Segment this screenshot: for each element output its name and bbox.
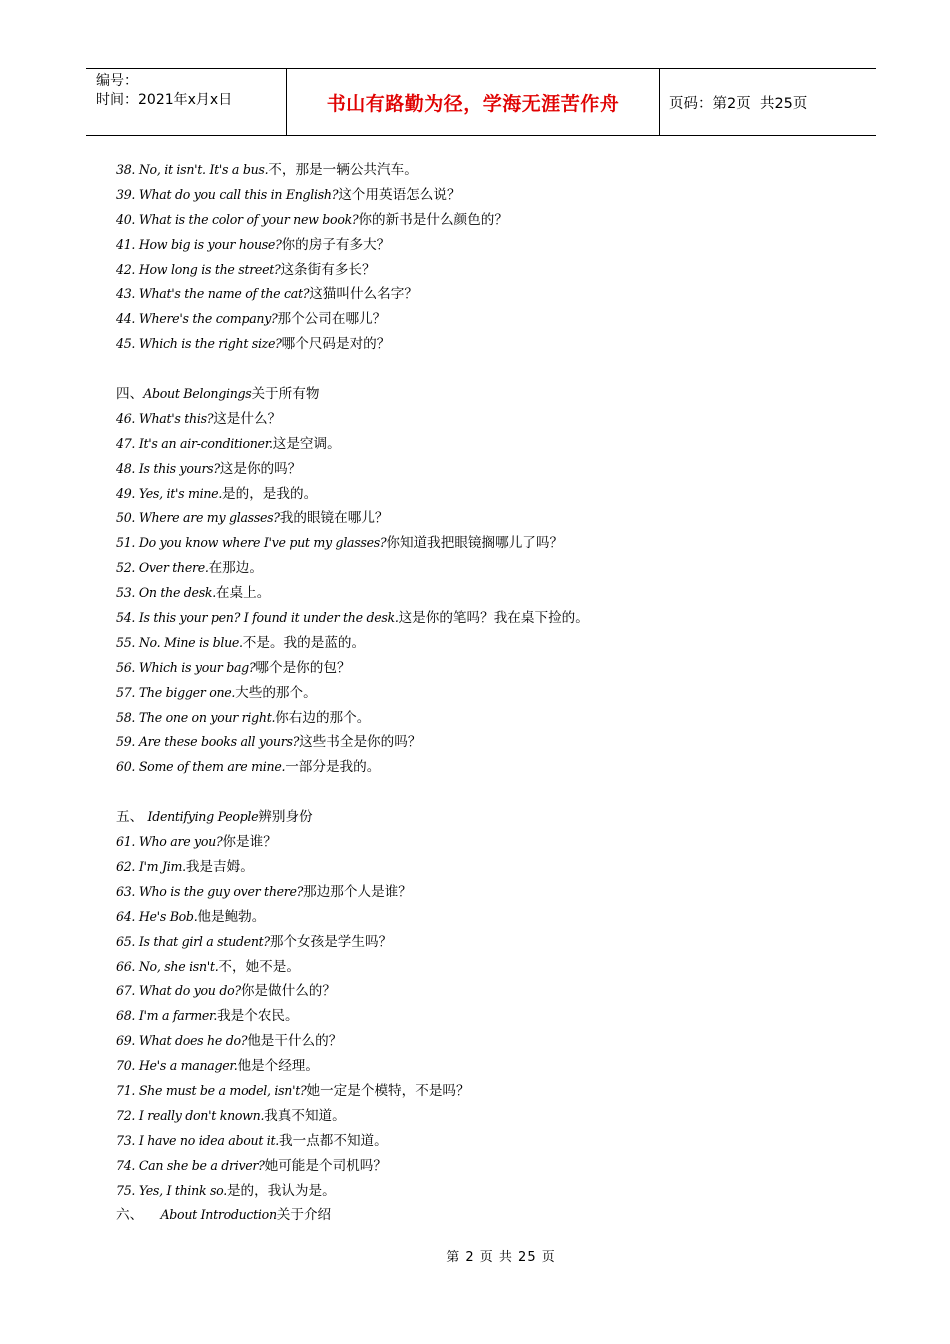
- english-text: 39. What do you call this in English?: [116, 186, 339, 202]
- section-heading: [116, 805, 856, 830]
- english-text: 54. Is this your pen? I found it under the desk.: [116, 610, 399, 626]
- english-text: 45. Which is the right size?: [116, 336, 282, 352]
- phrase-line: [116, 506, 856, 531]
- chinese-translation: 那个女孩是学生吗？: [269, 933, 393, 950]
- english-text: 68. I'm a farmer.: [116, 1008, 218, 1024]
- document-body: [116, 158, 856, 1228]
- section-number: 六、: [116, 1207, 161, 1224]
- page-header: [86, 68, 876, 136]
- header-meta: [86, 69, 287, 135]
- chinese-translation: 不是。我的是蓝的。: [242, 634, 366, 651]
- phrase-line: [116, 158, 856, 183]
- chinese-translation: 关于所有物: [251, 386, 320, 403]
- chinese-translation: 这条街有多长？: [280, 261, 376, 278]
- chinese-translation: 这个用英语怎么说？: [338, 186, 461, 203]
- chinese-translation: 一部分是我的。: [285, 759, 381, 776]
- english-text: 56. Which is your bag?: [116, 659, 256, 675]
- phrase-line: [116, 606, 856, 631]
- phrase-line: [116, 183, 856, 208]
- english-text: 49. Yes, it's mine.: [116, 485, 223, 501]
- section-number: 四、: [116, 386, 144, 403]
- phrase-line: [116, 1029, 856, 1054]
- chinese-translation: 这猫叫什么名字？: [309, 286, 418, 303]
- phrase-line: [116, 681, 856, 706]
- chinese-translation: 这些书全是你的吗？: [299, 734, 422, 751]
- english-text: 43. What's the name of the cat?: [116, 286, 310, 302]
- phrase-line: [116, 1129, 856, 1154]
- english-text: 46. What's this?: [116, 410, 214, 426]
- english-text: 50. Where are my glasses?: [116, 510, 280, 526]
- chinese-translation: 你右边的那个。: [275, 709, 371, 726]
- phrase-line: [116, 905, 856, 930]
- document-time-label: 时间：2021年x月x日: [96, 92, 233, 108]
- chinese-translation: 我是个农民。: [217, 1008, 299, 1025]
- chinese-translation: 你是做什么的？: [240, 983, 336, 1000]
- chinese-translation: 哪个是你的包？: [255, 659, 351, 676]
- english-text: 55. No. Mine is blue.: [116, 634, 243, 650]
- chinese-translation: 她一定是个模特，不是吗？: [306, 1082, 470, 1099]
- phrase-line: [116, 1079, 856, 1104]
- phrase-line: [116, 332, 856, 357]
- chinese-translation: 辨别身份: [258, 809, 313, 826]
- chinese-translation: 她可能是个司机吗？: [264, 1157, 387, 1174]
- english-text: 72. I really don't known.: [116, 1107, 265, 1123]
- phrase-line: [116, 1004, 856, 1029]
- phrase-line: [116, 631, 856, 656]
- english-text: 42. How long is the street?: [116, 261, 281, 277]
- phrase-line: [116, 556, 856, 581]
- phrase-line: [116, 855, 856, 880]
- english-text: 47. It's an air-conditioner.: [116, 435, 273, 451]
- phrase-line: [116, 656, 856, 681]
- blank-line: [116, 780, 856, 805]
- english-text: 59. Are these books all yours?: [116, 734, 300, 750]
- english-text: 40. What is the color of your new book?: [116, 211, 359, 227]
- english-text: 53. On the desk.: [116, 585, 216, 601]
- chinese-translation: 大些的那个。: [235, 684, 317, 701]
- phrase-line: [116, 1104, 856, 1129]
- english-text: 70. He's a manager.: [116, 1058, 238, 1074]
- phrase-line: [116, 531, 856, 556]
- phrase-line: [116, 730, 856, 755]
- english-text: Identifying People: [147, 809, 259, 825]
- english-text: 65. Is that girl a student?: [116, 933, 270, 949]
- page-footer: 第 2 页 共 25 页: [446, 1250, 556, 1265]
- english-text: About Introduction: [160, 1207, 277, 1223]
- english-text: 48. Is this yours?: [116, 460, 220, 476]
- chinese-translation: 那个公司在哪儿？: [277, 311, 387, 328]
- chinese-translation: 这是空调。: [272, 435, 341, 452]
- chinese-translation: 那边那个人是谁？: [303, 883, 412, 900]
- phrase-line: [116, 755, 856, 780]
- section-number: 五、: [116, 809, 148, 826]
- english-text: 69. What does he do?: [116, 1033, 248, 1049]
- chinese-translation: 这是你的吗？: [219, 460, 302, 477]
- english-text: 41. How big is your house?: [116, 236, 282, 252]
- phrase-line: [116, 1054, 856, 1079]
- chinese-translation: 我是吉姆。: [185, 858, 254, 875]
- motto-text: 书山有路勤为径，学海无涯苦作舟: [326, 92, 620, 115]
- chinese-translation: 他是干什么的？: [247, 1033, 343, 1050]
- phrase-line: [116, 432, 856, 457]
- chinese-translation: 他是鲍勃。: [197, 908, 266, 925]
- phrase-line: [116, 880, 856, 905]
- chinese-translation: 哪个尺码是对的？: [281, 336, 391, 353]
- section-heading: [116, 382, 856, 407]
- blank-line: [116, 357, 856, 382]
- phrase-line: [116, 208, 856, 233]
- chinese-translation: 他是个经理。: [237, 1058, 319, 1075]
- phrase-line: [116, 581, 856, 606]
- english-text: 52. Over there.: [116, 560, 209, 576]
- phrase-line: [116, 233, 856, 258]
- chinese-translation: 关于介绍: [276, 1207, 332, 1224]
- english-text: 73. I have no idea about it.: [116, 1132, 279, 1148]
- phrase-line: [116, 1154, 856, 1179]
- phrase-line: [116, 457, 856, 482]
- phrase-line: [116, 706, 856, 731]
- chinese-translation: 不，她不是。: [218, 958, 300, 975]
- chinese-translation: 你是谁？: [222, 834, 277, 851]
- english-text: 71. She must be a model, isn't?: [116, 1082, 307, 1098]
- chinese-translation: 你的新书是什么颜色的？: [358, 211, 508, 228]
- chinese-translation: 你的房子有多大？: [281, 236, 391, 253]
- chinese-translation: 是的，是我的。: [222, 485, 318, 502]
- chinese-translation: 是的，我认为是。: [226, 1182, 336, 1199]
- chinese-translation: 这是什么？: [213, 410, 282, 427]
- english-text: 58. The one on your right.: [116, 709, 276, 725]
- header-page-info: [660, 69, 876, 135]
- english-text: 67. What do you do?: [116, 983, 241, 999]
- english-text: 38. No, it isn't. It's a bus.: [116, 162, 269, 177]
- english-text: 61. Who are you?: [116, 834, 223, 850]
- english-text: 74. Can she be a driver?: [116, 1157, 265, 1173]
- english-text: About Belongings: [143, 386, 252, 402]
- phrase-line: [116, 830, 856, 855]
- chinese-translation: 你知道我把眼镜搁哪儿了吗？: [386, 535, 564, 552]
- header-motto: [287, 69, 660, 135]
- english-text: 44. Where's the company?: [116, 311, 278, 327]
- phrase-line: [116, 258, 856, 283]
- chinese-translation: 我的眼镜在哪儿？: [279, 510, 389, 527]
- document-number-label: 编号：: [96, 73, 138, 89]
- english-text: 66. No, she isn't.: [116, 958, 219, 974]
- english-text: 63. Who is the guy over there?: [116, 883, 304, 899]
- english-text: 75. Yes, I think so.: [116, 1182, 227, 1198]
- english-text: 60. Some of them are mine.: [116, 759, 286, 775]
- english-text: 62. I'm Jim.: [116, 858, 186, 874]
- chinese-translation: 在那边。: [208, 560, 263, 577]
- phrase-line: [116, 1179, 856, 1204]
- section-heading: [116, 1203, 856, 1228]
- english-text: 51. Do you know where I've put my glasses?: [116, 535, 387, 551]
- page-info-text: 页码：第2页 共25页: [669, 95, 808, 112]
- chinese-translation: 我真不知道。: [264, 1107, 346, 1124]
- phrase-line: [116, 930, 856, 955]
- chinese-translation: 这是你的笔吗？我在桌下捡的。: [398, 610, 589, 627]
- english-text: 57. The bigger one.: [116, 684, 236, 700]
- phrase-line: [116, 955, 856, 980]
- english-text: 64. He's Bob.: [116, 908, 198, 924]
- phrase-line: [116, 979, 856, 1004]
- phrase-line: [116, 407, 856, 432]
- chinese-translation: 我一点都不知道。: [278, 1132, 388, 1149]
- chinese-translation: 不，那是一辆公共汽车。: [268, 162, 418, 178]
- chinese-translation: 在桌上。: [215, 585, 271, 602]
- phrase-line: [116, 482, 856, 507]
- phrase-line: [116, 307, 856, 332]
- phrase-line: [116, 282, 856, 307]
